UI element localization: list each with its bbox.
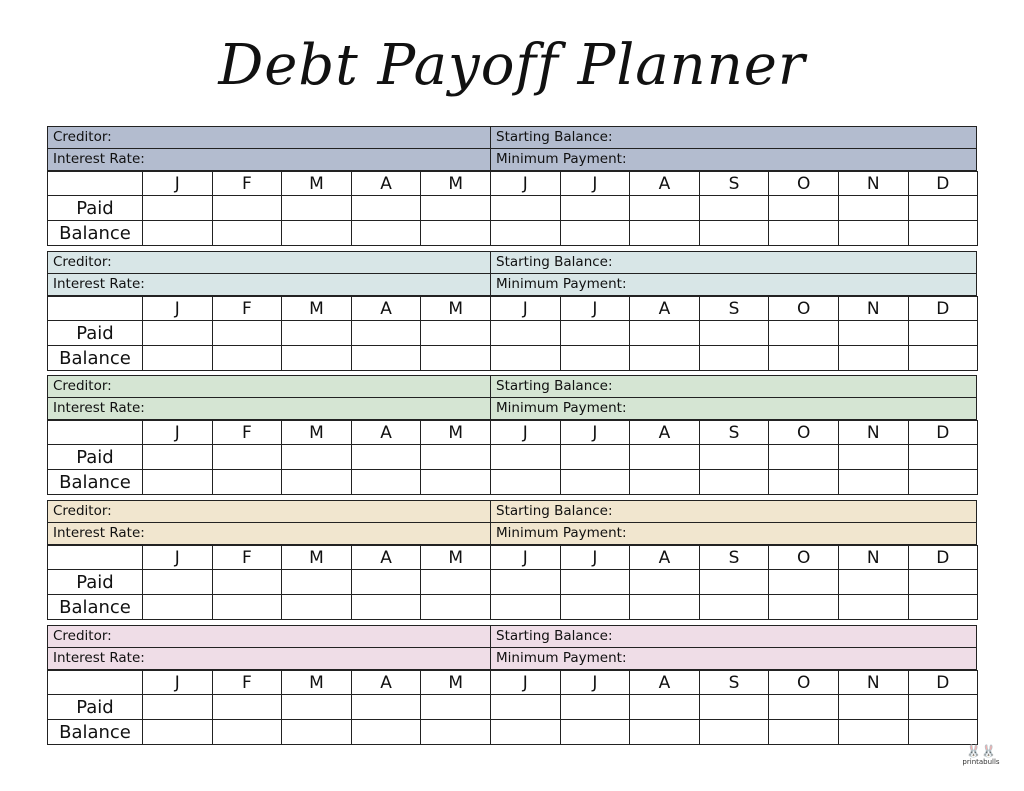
paid-row: [48, 445, 978, 470]
balance-cell[interactable]: [143, 470, 213, 495]
paid-cell[interactable]: [630, 445, 700, 470]
paid-label: Paid: [48, 570, 143, 595]
month-label: J: [143, 297, 213, 321]
paid-cell[interactable]: [351, 695, 421, 720]
month-header-row: [48, 421, 978, 445]
paid-cell[interactable]: [421, 695, 491, 720]
paid-cell[interactable]: [490, 321, 560, 346]
paid-cell[interactable]: [143, 695, 213, 720]
month-label: S: [699, 671, 769, 695]
balance-cell[interactable]: [838, 346, 908, 371]
paid-cell[interactable]: [838, 321, 908, 346]
paid-label: Paid: [48, 445, 143, 470]
paid-cell[interactable]: [699, 570, 769, 595]
paid-cell[interactable]: [908, 196, 978, 221]
balance-cell[interactable]: [769, 595, 839, 620]
balance-cell[interactable]: [212, 720, 282, 745]
month-label: A: [351, 421, 421, 445]
interest-rate-field[interactable]: Interest Rate:: [53, 525, 145, 541]
balance-cell[interactable]: [560, 346, 630, 371]
paid-cell[interactable]: [560, 570, 630, 595]
paid-cell[interactable]: [908, 445, 978, 470]
balance-cell[interactable]: [560, 720, 630, 745]
month-label: O: [769, 297, 839, 321]
interest-rate-field[interactable]: Interest Rate:: [53, 400, 145, 416]
paid-cell[interactable]: [630, 321, 700, 346]
balance-cell[interactable]: [699, 720, 769, 745]
paid-cell[interactable]: [490, 445, 560, 470]
month-label: M: [421, 172, 491, 196]
month-label: J: [560, 421, 630, 445]
creditor-balance-row: [47, 375, 977, 397]
corner-cell: [48, 421, 143, 445]
balance-cell[interactable]: [351, 221, 421, 246]
balance-cell[interactable]: [560, 595, 630, 620]
balance-cell[interactable]: [282, 470, 352, 495]
balance-cell[interactable]: [143, 221, 213, 246]
paid-cell[interactable]: [143, 570, 213, 595]
paid-cell[interactable]: [421, 196, 491, 221]
debt-block: [47, 251, 977, 371]
balance-label: Balance: [48, 221, 143, 246]
paid-row: [48, 196, 978, 221]
balance-cell[interactable]: [769, 720, 839, 745]
balance-cell[interactable]: [421, 470, 491, 495]
paid-cell[interactable]: [560, 695, 630, 720]
month-header-row: [48, 172, 978, 196]
balance-cell[interactable]: [769, 221, 839, 246]
month-label: M: [421, 671, 491, 695]
month-header-row: [48, 671, 978, 695]
balance-cell[interactable]: [699, 595, 769, 620]
paid-cell[interactable]: [908, 695, 978, 720]
balance-cell[interactable]: [908, 595, 978, 620]
balance-cell[interactable]: [490, 720, 560, 745]
paid-cell[interactable]: [490, 695, 560, 720]
month-label: M: [282, 671, 352, 695]
month-label: D: [908, 421, 978, 445]
paid-row: [48, 570, 978, 595]
interest-payment-row: [47, 148, 977, 171]
month-label: J: [490, 172, 560, 196]
minimum-payment-field[interactable]: Minimum Payment:: [490, 274, 976, 295]
month-label: J: [490, 671, 560, 695]
balance-cell[interactable]: [838, 470, 908, 495]
month-label: A: [351, 546, 421, 570]
balance-cell[interactable]: [699, 221, 769, 246]
creditor-field[interactable]: Creditor:: [53, 129, 112, 145]
balance-cell[interactable]: [838, 221, 908, 246]
interest-payment-row: [47, 522, 977, 545]
bunny-logo-icon: 🐰🐰: [966, 744, 996, 758]
month-label: A: [351, 297, 421, 321]
paid-cell[interactable]: [769, 695, 839, 720]
month-label: M: [282, 546, 352, 570]
month-label: D: [908, 671, 978, 695]
month-label: A: [351, 172, 421, 196]
balance-cell[interactable]: [908, 470, 978, 495]
month-label: J: [143, 546, 213, 570]
month-label: S: [699, 546, 769, 570]
creditor-balance-row: [47, 251, 977, 273]
paid-cell[interactable]: [630, 695, 700, 720]
corner-cell: [48, 546, 143, 570]
month-label: N: [838, 421, 908, 445]
balance-cell[interactable]: [490, 595, 560, 620]
month-label: S: [699, 421, 769, 445]
month-label: O: [769, 671, 839, 695]
balance-row: [48, 470, 978, 495]
paid-cell[interactable]: [699, 695, 769, 720]
month-label: A: [630, 546, 700, 570]
month-label: N: [838, 172, 908, 196]
month-label: N: [838, 671, 908, 695]
paid-cell[interactable]: [282, 321, 352, 346]
monthly-grid: [47, 296, 978, 371]
starting-balance-field[interactable]: Starting Balance:: [490, 626, 976, 647]
balance-cell[interactable]: [838, 595, 908, 620]
starting-balance-field[interactable]: Starting Balance:: [490, 127, 976, 148]
balance-cell[interactable]: [838, 720, 908, 745]
paid-cell[interactable]: [630, 570, 700, 595]
paid-cell[interactable]: [282, 570, 352, 595]
monthly-grid: [47, 171, 978, 246]
balance-cell[interactable]: [421, 346, 491, 371]
month-header-row: [48, 546, 978, 570]
balance-cell[interactable]: [143, 346, 213, 371]
month-label: A: [630, 172, 700, 196]
creditor-field[interactable]: Creditor:: [53, 628, 112, 644]
balance-cell[interactable]: [282, 720, 352, 745]
month-label: O: [769, 421, 839, 445]
interest-rate-field[interactable]: Interest Rate:: [53, 276, 145, 292]
paid-label: Paid: [48, 196, 143, 221]
balance-cell[interactable]: [769, 470, 839, 495]
balance-row: [48, 346, 978, 371]
paid-cell[interactable]: [769, 321, 839, 346]
balance-cell[interactable]: [282, 346, 352, 371]
balance-label: Balance: [48, 595, 143, 620]
month-label: A: [630, 421, 700, 445]
interest-payment-row: [47, 273, 977, 296]
paid-cell[interactable]: [282, 445, 352, 470]
paid-cell[interactable]: [699, 196, 769, 221]
month-label: F: [212, 546, 282, 570]
corner-cell: [48, 671, 143, 695]
month-label: J: [560, 297, 630, 321]
monthly-grid: [47, 670, 978, 745]
month-label: D: [908, 172, 978, 196]
month-label: N: [838, 546, 908, 570]
balance-cell[interactable]: [699, 470, 769, 495]
month-label: N: [838, 297, 908, 321]
minimum-payment-field[interactable]: Minimum Payment:: [490, 648, 976, 669]
balance-cell[interactable]: [769, 346, 839, 371]
balance-cell[interactable]: [908, 720, 978, 745]
month-label: M: [421, 421, 491, 445]
creditor-balance-row: [47, 500, 977, 522]
balance-cell[interactable]: [421, 720, 491, 745]
starting-balance-field[interactable]: Starting Balance:: [490, 252, 976, 273]
debt-block: [47, 625, 977, 745]
printabulls-logo: [962, 744, 1000, 767]
balance-cell[interactable]: [490, 221, 560, 246]
paid-cell[interactable]: [212, 321, 282, 346]
paid-cell[interactable]: [630, 196, 700, 221]
balance-row: [48, 221, 978, 246]
paid-cell[interactable]: [769, 445, 839, 470]
month-label: F: [212, 172, 282, 196]
balance-cell[interactable]: [143, 720, 213, 745]
balance-row: [48, 720, 978, 745]
paid-cell[interactable]: [769, 196, 839, 221]
balance-cell[interactable]: [560, 470, 630, 495]
paid-cell[interactable]: [908, 570, 978, 595]
balance-cell[interactable]: [908, 346, 978, 371]
minimum-payment-field[interactable]: Minimum Payment:: [490, 149, 976, 170]
month-label: F: [212, 421, 282, 445]
paid-cell[interactable]: [421, 321, 491, 346]
balance-cell[interactable]: [699, 346, 769, 371]
month-label: J: [490, 297, 560, 321]
balance-cell[interactable]: [282, 221, 352, 246]
starting-balance-field[interactable]: Starting Balance:: [490, 376, 976, 397]
month-label: M: [282, 172, 352, 196]
month-header-row: [48, 297, 978, 321]
balance-label: Balance: [48, 720, 143, 745]
interest-payment-row: [47, 397, 977, 420]
paid-label: Paid: [48, 321, 143, 346]
paid-cell[interactable]: [143, 196, 213, 221]
interest-rate-field[interactable]: Interest Rate:: [53, 151, 145, 167]
balance-cell[interactable]: [212, 595, 282, 620]
month-label: S: [699, 172, 769, 196]
corner-cell: [48, 297, 143, 321]
balance-cell[interactable]: [351, 470, 421, 495]
paid-cell[interactable]: [143, 445, 213, 470]
paid-cell[interactable]: [560, 321, 630, 346]
paid-row: [48, 695, 978, 720]
month-label: M: [421, 546, 491, 570]
month-label: D: [908, 546, 978, 570]
paid-row: [48, 321, 978, 346]
month-label: J: [143, 172, 213, 196]
balance-cell[interactable]: [490, 470, 560, 495]
balance-cell[interactable]: [421, 221, 491, 246]
balance-cell[interactable]: [630, 221, 700, 246]
paid-cell[interactable]: [282, 196, 352, 221]
balance-label: Balance: [48, 346, 143, 371]
balance-cell[interactable]: [282, 595, 352, 620]
month-label: D: [908, 297, 978, 321]
balance-cell[interactable]: [351, 346, 421, 371]
page-title: Debt Payoff Planner: [218, 33, 806, 98]
month-label: F: [212, 671, 282, 695]
paid-cell[interactable]: [699, 321, 769, 346]
month-label: M: [421, 297, 491, 321]
balance-cell[interactable]: [560, 221, 630, 246]
paid-cell[interactable]: [212, 695, 282, 720]
balance-cell[interactable]: [630, 346, 700, 371]
month-label: F: [212, 297, 282, 321]
monthly-grid: [47, 420, 978, 495]
month-label: J: [490, 421, 560, 445]
corner-cell: [48, 172, 143, 196]
month-label: M: [282, 421, 352, 445]
month-label: J: [143, 671, 213, 695]
creditor-field[interactable]: Creditor:: [53, 503, 112, 519]
balance-cell[interactable]: [630, 595, 700, 620]
interest-payment-row: [47, 647, 977, 670]
balance-cell[interactable]: [630, 720, 700, 745]
paid-label: Paid: [48, 695, 143, 720]
month-label: A: [351, 671, 421, 695]
creditor-balance-row: [47, 625, 977, 647]
debt-block: [47, 126, 977, 246]
balance-label: Balance: [48, 470, 143, 495]
paid-cell[interactable]: [351, 445, 421, 470]
paid-cell[interactable]: [143, 321, 213, 346]
paid-cell[interactable]: [699, 445, 769, 470]
paid-cell[interactable]: [351, 321, 421, 346]
balance-cell[interactable]: [490, 346, 560, 371]
balance-cell[interactable]: [908, 221, 978, 246]
paid-cell[interactable]: [560, 196, 630, 221]
paid-cell[interactable]: [838, 196, 908, 221]
paid-cell[interactable]: [212, 445, 282, 470]
paid-cell[interactable]: [838, 570, 908, 595]
month-label: M: [282, 297, 352, 321]
balance-cell[interactable]: [630, 470, 700, 495]
starting-balance-field[interactable]: Starting Balance:: [490, 501, 976, 522]
paid-cell[interactable]: [490, 196, 560, 221]
month-label: J: [560, 671, 630, 695]
balance-cell[interactable]: [212, 470, 282, 495]
paid-cell[interactable]: [421, 570, 491, 595]
paid-cell[interactable]: [560, 445, 630, 470]
minimum-payment-field[interactable]: Minimum Payment:: [490, 398, 976, 419]
month-label: O: [769, 546, 839, 570]
month-label: J: [560, 172, 630, 196]
paid-cell[interactable]: [490, 570, 560, 595]
paid-cell[interactable]: [351, 196, 421, 221]
creditor-field[interactable]: Creditor:: [53, 254, 112, 270]
balance-cell[interactable]: [143, 595, 213, 620]
month-label: O: [769, 172, 839, 196]
balance-cell[interactable]: [351, 720, 421, 745]
debt-block: [47, 500, 977, 620]
month-label: J: [490, 546, 560, 570]
logo-text: printabulls: [962, 758, 1000, 766]
paid-cell[interactable]: [212, 196, 282, 221]
paid-cell[interactable]: [212, 570, 282, 595]
paid-cell[interactable]: [838, 445, 908, 470]
paid-cell[interactable]: [351, 570, 421, 595]
monthly-grid: [47, 545, 978, 620]
month-label: J: [560, 546, 630, 570]
paid-cell[interactable]: [908, 321, 978, 346]
balance-cell[interactable]: [351, 595, 421, 620]
month-label: A: [630, 671, 700, 695]
month-label: A: [630, 297, 700, 321]
debt-block: [47, 375, 977, 495]
balance-cell[interactable]: [421, 595, 491, 620]
balance-cell[interactable]: [212, 221, 282, 246]
paid-cell[interactable]: [282, 695, 352, 720]
month-label: J: [143, 421, 213, 445]
creditor-field[interactable]: Creditor:: [53, 378, 112, 394]
paid-cell[interactable]: [769, 570, 839, 595]
paid-cell[interactable]: [421, 445, 491, 470]
balance-row: [48, 595, 978, 620]
minimum-payment-field[interactable]: Minimum Payment:: [490, 523, 976, 544]
interest-rate-field[interactable]: Interest Rate:: [53, 650, 145, 666]
balance-cell[interactable]: [212, 346, 282, 371]
month-label: S: [699, 297, 769, 321]
creditor-balance-row: [47, 126, 977, 148]
paid-cell[interactable]: [838, 695, 908, 720]
